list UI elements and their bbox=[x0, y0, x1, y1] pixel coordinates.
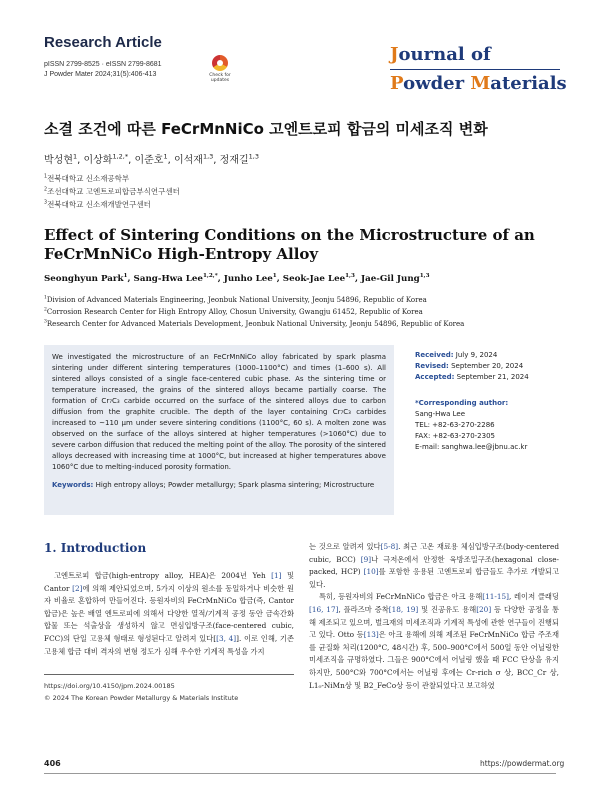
bottom-divider bbox=[44, 773, 556, 774]
citation-link[interactable]: [3, 4] bbox=[216, 633, 237, 643]
citation-link[interactable]: [10] bbox=[363, 567, 379, 577]
check-label: Check for updates bbox=[209, 73, 231, 83]
page-number: 406 bbox=[44, 759, 61, 768]
journal-logo: Journal of Powder Materials bbox=[390, 44, 567, 94]
citation-link[interactable]: [2] bbox=[72, 583, 83, 593]
english-title: Effect of Sintering Conditions on the Microstructure of an FeCrMnNiCo High-Entropy Alloy bbox=[44, 226, 535, 263]
korean-affiliations: $^1$전북대학교 신소재공학부 $^2$조선대학교 고엔트로피합금부식연구센터 $^3$전북대학교 신소재개발연구센터 bbox=[44, 173, 180, 209]
journal-website-link[interactable]: https://powdermat.org bbox=[480, 759, 565, 768]
doi-link[interactable]: https://doi.org/10.4150/jpm.2024.00185 bbox=[44, 682, 175, 690]
copyright: © 2024 The Korean Powder Metallurgy & Materials Institute bbox=[44, 694, 239, 702]
article-dates: Received: July 9, 2024 Revised: September 20, 2024 Accepted: September 21, 2024 bbox=[415, 351, 529, 381]
citation-link[interactable]: [11-15] bbox=[482, 592, 510, 602]
footnote-divider bbox=[44, 674, 294, 675]
korean-authors: 박성현$^1$, 이상화$^{1,2,*}$, 이준호$^1$, 이석재$^{1,3}$, 정재길$^{1,3}$ bbox=[44, 152, 259, 166]
issn-block bbox=[44, 60, 162, 80]
body-column-right: 는 것으로 알려져 있다[5-8]. 최근 고온 재료용 체심입방구조(body-centered cubic, BCC) [9]나 극저온에서 안정한 육방조밀구조(hexagonal close-packed, HCP) [10]를 포함한 응용된 고엔트로피 합금들도 추가로 개발되고 있다. 특히, 등원자비의 FeCrMnNiCo 합금은 아크 용해[11-15], 레이저 클래딩[16, 17], 플라즈마 증착[18, 19] 및 진공유도 용해[20] 등 다양한 공정을 통해 제조되고 있으며, 벌크재의 미세조직과 기계적 특성에 관한 연구들이 진행되고 있다. Otto 등[13]은 아크 용해에 의해 제조된 FeCrMnNiCo 합금 주조재를 균질화 처리(1200°C, 48시간) 후, 500–900°C에서 500일 동안 어닐링한 미세조직을 규명하였다. 그들은 900°C에서 어닐링 했을 때 FCC 단상을 유지하지만, 500°C와 700°C에서는 어닐링 후에는 Cr-rich σ 상, BCC_Cr 상, L1₀-NiMn상 및 B2_FeCo상 등이 관찰되었다고 보고하였 bbox=[309, 542, 560, 690]
abstract-text: We investigated the microstructure of an FeCrMnNiCo alloy fabricated by spark plasma sintering under different sintering temperatures (1000–1100°C) and times (1–600 s). All sintered alloys consisted of a single face-centered cubic phase. As the sintering time or temperature increased, the grains of the sintered alloys became partially coarse. The formation of Cr₇C₃ carbide occurred on the surface of the sintered alloys due to carbon diffusion from the graphite crucible. The depth of the layer containing Cr₇C₃ carbides increased to ~110 μm under severe sintering conditions (1100°C, 60 s). A molten zone was observed on the surface of the alloys sintered at higher temperatures (>1060°C) due to severe carbon diffusion that reduced the melting point of the alloy. The porosity of the sintered alloys decreased with increasing time at 1000°C, but increased at higher temperatures above 1060°C due to melting-induced porosity formation. bbox=[52, 353, 386, 471]
body-column-left: 고엔트로피 합금(high-entropy alloy, HEA)은 2004년 Yeh [1] 및 Cantor [2]에 의해 제안되었으며, 5가지 이상의 원소를 동일하거나 비슷한 원자 비율로 혼합하여 만들어진다. 등원자비의 FeCrMnNiCo 합금(즉, Cantor 합금)은 높은 배열 엔트로피에 의해서 다양한 열적/기계적 공정 동안 금속간화합물 또는 석출상을 생성하지 않고 면심입방구조(face-centered cubic, FCC)의 단일 고용체 형태로 형성된다고 알려져 있다[[3, 4]]. 이로 인해, 기존 고용체 합금 대비 격자의 변형 정도가 심해 우수한 기계적 특성을 가지 bbox=[44, 571, 295, 656]
check-for-updates-badge[interactable] bbox=[206, 55, 234, 85]
citation-link[interactable]: [16, 17] bbox=[309, 604, 339, 614]
citation-link[interactable]: [5-8] bbox=[380, 542, 399, 551]
email-link[interactable]: E-mail: sanghwa.lee@jbnu.ac.kr bbox=[415, 443, 528, 451]
english-affiliations: $^1$Division of Advanced Materials Engineering, Jeonbuk National University, Jeonju 54896, Republic of Korea $^2$Corrosion Research Center for High Entropy Alloy, Chosun University, Gwangju 61452, Republic of Korea $^3$Research Center for Advanced Materials Development, Jeonbuk National University, Jeonju 54896, Republic of Korea bbox=[44, 295, 465, 328]
citation-link[interactable]: [20] bbox=[476, 604, 492, 614]
section-heading: 1. Introduction bbox=[44, 541, 147, 555]
citation: J Powder Mater 2024;31(5):406-413 bbox=[44, 71, 157, 78]
keywords: Keywords: High entropy alloys; Powder metallurgy; Spark plasma sintering; Microstructure bbox=[52, 481, 375, 489]
crossmark-icon bbox=[212, 55, 228, 71]
citation-link[interactable]: [13] bbox=[363, 630, 379, 640]
issn: pISSN 2799-8525 · eISSN 2799-8681 bbox=[44, 61, 162, 68]
abstract-box bbox=[44, 345, 394, 515]
citation-link[interactable]: [9] bbox=[360, 554, 372, 564]
korean-title: 소결 조건에 따른 FeCrMnNiCo 고엔트로피 합금의 미세조직 변화 bbox=[44, 120, 488, 138]
citation-link[interactable]: [18, 19] bbox=[388, 604, 419, 614]
footnote bbox=[44, 680, 238, 704]
citation-link[interactable]: [1] bbox=[271, 571, 282, 580]
corresponding-author: *Corresponding author: Sang-Hwa Lee TEL: +82-63-270-2286 FAX: +82-63-270-2305 E-mail: sanghwa.lee@jbnu.ac.kr bbox=[415, 399, 528, 451]
article-type: Research Article bbox=[44, 34, 162, 51]
english-authors: Seonghyun Park$^1$, Sang-Hwa Lee$^{1,2,*}$, Junho Lee$^1$, Seok-Jae Lee$^{1,3}$, Jae-Gil Jung$^{1,3}$ bbox=[44, 273, 430, 284]
